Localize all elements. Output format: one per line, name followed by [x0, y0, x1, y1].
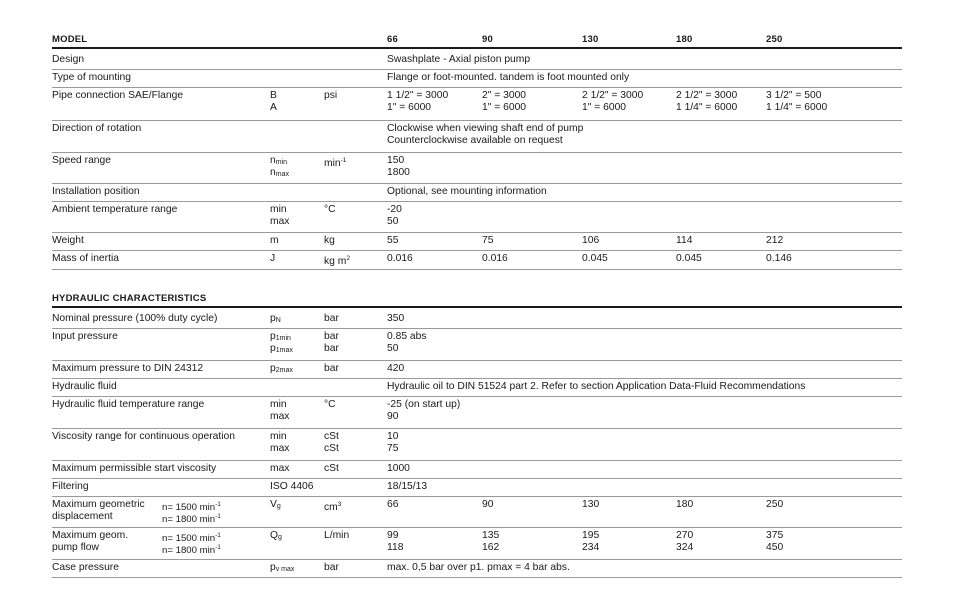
- size-66-header: 66: [387, 34, 398, 45]
- viscosity-min-symbol: min: [270, 431, 287, 442]
- viscosity-symbols: [270, 431, 289, 455]
- inertia-unit: kg $m^2$: [324, 255, 350, 267]
- pump-flow-250-1500: 375: [766, 530, 784, 541]
- size-90-header: 90: [482, 34, 493, 45]
- speed-symbol-max: nmax: [270, 167, 289, 178]
- filtering-standard: ISO 4406: [270, 481, 314, 492]
- hydraulic-fluid-value: Hydraulic oil to DIN 51524 part 2. Refer to section Application Data-Fluid Recommendations: [387, 381, 806, 392]
- max-pressure-row: [52, 361, 902, 379]
- displacement-condition-1500: n= 1500 $\min^{-1}$: [162, 501, 221, 513]
- pipe-connection-unit: psi: [324, 90, 338, 101]
- input-pressure-symbol-min: p1min: [270, 331, 291, 342]
- viscosity-max-symbol: max: [270, 443, 290, 454]
- pump-flow-250-1800: 450: [766, 542, 784, 553]
- pump-flow-180: [676, 530, 693, 554]
- hydraulic-fluid-label: Hydraulic fluid: [52, 381, 117, 392]
- speed-range-unit: $\min^{-1}$: [324, 157, 347, 169]
- design-value: Swashplate - Axial piston pump: [387, 54, 531, 65]
- speed-range-row: [52, 153, 902, 184]
- max-pressure-unit: bar: [324, 363, 339, 374]
- ambient-temp-unit: °C: [324, 204, 336, 215]
- max-pressure-symbol: p2max: [270, 363, 293, 374]
- rotation-values: [387, 123, 583, 147]
- case-pressure-label: Case pressure: [52, 562, 119, 573]
- inertia-90: 0.016: [482, 253, 508, 264]
- viscosity-label: Viscosity range for continuous operation: [52, 431, 235, 442]
- mounting-label: Type of mounting: [52, 72, 131, 83]
- hydraulic-section-title: HYDRAULIC CHARACTERISTICS: [52, 293, 207, 304]
- input-pressure-label: Input pressure: [52, 331, 118, 342]
- viscosity-row: [52, 429, 902, 461]
- case-pressure-symbol: pv max: [270, 562, 295, 573]
- viscosity-values: [387, 431, 398, 455]
- displacement-conditions: [162, 499, 221, 523]
- rotation-label: Direction of rotation: [52, 123, 142, 134]
- fluid-temp-max-symbol: max: [270, 411, 290, 422]
- installation-row: [52, 184, 902, 202]
- weight-250: 212: [766, 235, 784, 246]
- weight-130: 106: [582, 235, 600, 246]
- max-pressure-label: Maximum pressure to DIN 24312: [52, 363, 204, 374]
- inertia-row: [52, 251, 902, 270]
- pump-flow-label-line-1: Maximum geom.: [52, 530, 129, 541]
- pipe-90-b: 2" = 3000: [482, 90, 527, 101]
- pump-flow-90: [482, 530, 499, 554]
- pipe-values-66: [387, 90, 448, 114]
- pump-flow-250: [766, 530, 783, 554]
- speed-range-label: Speed range: [52, 155, 111, 166]
- pump-flow-66-1500: 99: [387, 530, 399, 541]
- pipe-180-a: 1 1/4" = 6000: [676, 102, 738, 113]
- viscosity-max-value: 75: [387, 443, 399, 454]
- ambient-min-value: -20: [387, 204, 402, 215]
- speed-max-value: 1800: [387, 167, 410, 178]
- input-pressure-symbols: [270, 331, 293, 355]
- fluid-temp-min-symbol: min: [270, 399, 287, 410]
- pump-flow-label: [52, 530, 128, 554]
- displacement-90: 90: [482, 499, 494, 510]
- weight-90: 75: [482, 235, 494, 246]
- rotation-line-2: Counterclockwise available on request: [387, 135, 563, 146]
- fluid-temp-unit: °C: [324, 399, 336, 410]
- input-pressure-min-value: 0.85 abs: [387, 331, 427, 342]
- displacement-label-line-1: Maximum geometric: [52, 499, 145, 510]
- input-pressure-values: [387, 331, 427, 355]
- inertia-label: Mass of inertia: [52, 253, 119, 264]
- nominal-pressure-value: 350: [387, 313, 405, 324]
- pipe-connection-label: Pipe connection SAE/Flange: [52, 90, 184, 101]
- max-pressure-value: 420: [387, 363, 405, 374]
- filtering-row: [52, 479, 902, 497]
- weight-unit: kg: [324, 235, 335, 246]
- filtering-label: Filtering: [52, 481, 89, 492]
- pipe-90-a: 1" = 6000: [482, 102, 527, 113]
- pump-flow-conditions: [162, 530, 221, 554]
- input-pressure-units: [324, 331, 339, 355]
- pump-flow-130-1500: 195: [582, 530, 600, 541]
- ambient-max-symbol: max: [270, 216, 290, 227]
- start-viscosity-label: Maximum permissible start viscosity: [52, 463, 217, 474]
- nominal-pressure-unit: bar: [324, 313, 339, 324]
- displacement-66: 66: [387, 499, 399, 510]
- pump-flow-90-1800: 162: [482, 542, 500, 553]
- nominal-pressure-symbol: pN: [270, 313, 281, 324]
- pipe-symbol-b: B: [270, 90, 277, 101]
- pump-flow-label-line-2: pump flow: [52, 542, 99, 553]
- inertia-180: 0.045: [676, 253, 702, 264]
- pump-flow-180-1800: 324: [676, 542, 694, 553]
- speed-range-values: [387, 155, 410, 179]
- ambient-min-symbol: min: [270, 204, 287, 215]
- fluid-temp-row: [52, 397, 902, 429]
- fluid-temp-symbols: [270, 399, 289, 423]
- input-pressure-symbol-max: p1max: [270, 343, 293, 354]
- displacement-row: [52, 497, 902, 528]
- fluid-temp-values: [387, 399, 460, 423]
- ambient-temp-label: Ambient temperature range: [52, 204, 178, 215]
- viscosity-units: [324, 431, 339, 455]
- case-pressure-row: [52, 560, 902, 578]
- rotation-row: [52, 121, 902, 153]
- pump-flow-66-1800: 118: [387, 542, 404, 553]
- pump-flow-unit: L/min: [324, 530, 350, 541]
- weight-row: [52, 233, 902, 251]
- viscosity-unit-min: cSt: [324, 431, 339, 442]
- installation-value: Optional, see mounting information: [387, 186, 547, 197]
- mounting-row: [52, 70, 902, 88]
- pipe-connection-symbols: [270, 90, 277, 114]
- inertia-130: 0.045: [582, 253, 608, 264]
- pump-flow-condition-1800: n= 1800 $\min^{-1}$: [162, 544, 221, 556]
- viscosity-unit-max: cSt: [324, 443, 339, 454]
- fluid-temp-max-value: 90: [387, 411, 399, 422]
- model-header-row: [52, 33, 902, 49]
- displacement-130: 130: [582, 499, 600, 510]
- start-viscosity-symbol: max: [270, 463, 290, 474]
- ambient-temp-symbols: [270, 204, 289, 228]
- pump-flow-symbol: Qg: [270, 530, 282, 541]
- installation-label: Installation position: [52, 186, 140, 197]
- pipe-66-b: 1 1/2" = 3000: [387, 90, 449, 101]
- pipe-250-a: 1 1/4" = 6000: [766, 102, 828, 113]
- pipe-130-a: 1" = 6000: [582, 102, 627, 113]
- design-row: [52, 52, 902, 70]
- pump-flow-130-1800: 234: [582, 542, 600, 553]
- ambient-temp-values: [387, 204, 402, 228]
- size-180-header: 180: [676, 34, 693, 45]
- rotation-line-1: Clockwise when viewing shaft end of pump: [387, 123, 584, 134]
- displacement-250: 250: [766, 499, 784, 510]
- inertia-250: 0.146: [766, 253, 792, 264]
- displacement-symbol: Vg: [270, 499, 281, 510]
- inertia-66: 0.016: [387, 253, 413, 264]
- pump-flow-180-1500: 270: [676, 530, 694, 541]
- pump-flow-90-1500: 135: [482, 530, 500, 541]
- weight-symbol: m: [270, 235, 279, 246]
- ambient-temp-row: [52, 202, 902, 233]
- displacement-label: [52, 499, 145, 523]
- fluid-temp-min-value: -25 (on start up): [387, 399, 461, 410]
- start-viscosity-row: [52, 461, 902, 479]
- speed-min-value: 150: [387, 155, 405, 166]
- inertia-symbol: J: [270, 253, 276, 264]
- input-pressure-max-value: 50: [387, 343, 399, 354]
- filtering-value: 18/15/13: [387, 481, 428, 492]
- pump-flow-row: [52, 528, 902, 560]
- weight-66: 55: [387, 235, 399, 246]
- pipe-values-250: [766, 90, 827, 114]
- displacement-condition-1800: n= 1800 $\min^{-1}$: [162, 513, 221, 525]
- pipe-values-130: [582, 90, 643, 114]
- hydraulic-fluid-row: [52, 379, 902, 397]
- pipe-connection-row: [52, 88, 902, 121]
- pipe-symbol-a: A: [270, 102, 277, 113]
- start-viscosity-value: 1000: [387, 463, 410, 474]
- input-pressure-unit-min: bar: [324, 331, 339, 342]
- start-viscosity-unit: cSt: [324, 463, 339, 474]
- pipe-values-180: [676, 90, 737, 114]
- input-pressure-row: [52, 329, 902, 361]
- nominal-pressure-label: Nominal pressure (100% duty cycle): [52, 313, 218, 324]
- ambient-max-value: 50: [387, 216, 399, 227]
- pipe-66-a: 1" = 6000: [387, 102, 432, 113]
- viscosity-min-value: 10: [387, 431, 399, 442]
- speed-range-symbols: [270, 155, 289, 179]
- size-130-header: 130: [582, 34, 599, 45]
- hydraulic-header-row: [52, 292, 902, 308]
- nominal-pressure-row: [52, 311, 902, 329]
- pipe-values-90: [482, 90, 526, 114]
- case-pressure-unit: bar: [324, 562, 339, 573]
- pipe-180-b: 2 1/2" = 3000: [676, 90, 738, 101]
- weight-label: Weight: [52, 235, 84, 246]
- case-pressure-value: max. 0,5 bar over p1. pmax = 4 bar abs.: [387, 562, 570, 573]
- mounting-value: Flange or foot-mounted. tandem is foot mounted only: [387, 72, 630, 83]
- pump-flow-130: [582, 530, 599, 554]
- fluid-temp-label: Hydraulic fluid temperature range: [52, 399, 205, 410]
- pump-flow-66: [387, 530, 403, 554]
- model-header-label: MODEL: [52, 34, 88, 45]
- input-pressure-unit-max: bar: [324, 343, 339, 354]
- pipe-250-b: 3 1/2" = 500: [766, 90, 822, 101]
- displacement-label-line-2: displacement: [52, 511, 113, 522]
- speed-symbol-min: nmin: [270, 155, 288, 166]
- pipe-130-b: 2 1/2" = 3000: [582, 90, 644, 101]
- pump-flow-condition-1500: n= 1500 $\min^{-1}$: [162, 532, 221, 544]
- size-250-header: 250: [766, 34, 783, 45]
- design-label: Design: [52, 54, 85, 65]
- displacement-180: 180: [676, 499, 694, 510]
- displacement-unit: $cm^3$: [324, 501, 342, 513]
- weight-180: 114: [676, 235, 693, 246]
